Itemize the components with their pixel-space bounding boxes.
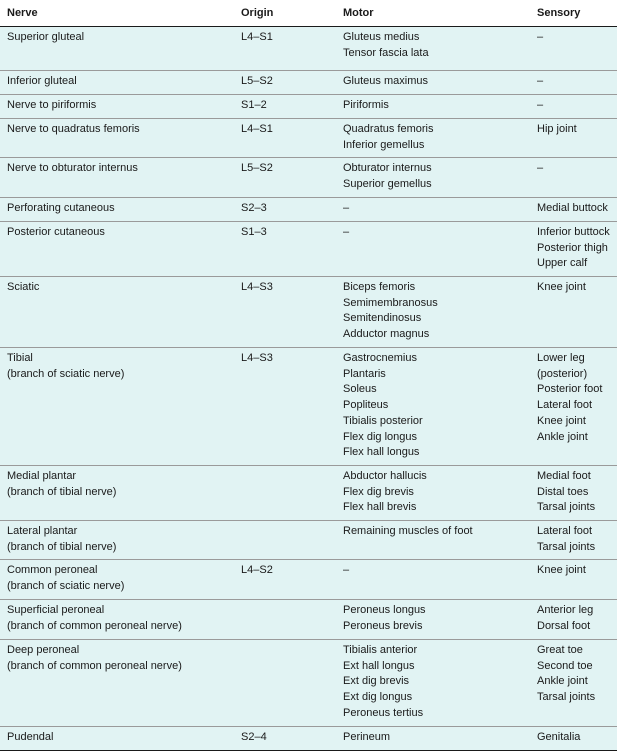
cell-motor-line: Inferior gemellus <box>343 138 425 151</box>
table-header <box>0 0 617 27</box>
cell-motor-line: Tibialis anterior <box>343 644 418 656</box>
cell-sensory-line: Second toe <box>537 659 593 672</box>
cell-sensory-line: Tarsal joints <box>537 501 596 514</box>
cell-nerve-line: Deep peroneal <box>7 644 80 656</box>
cell-motor <box>336 600 530 640</box>
cell-sensory <box>530 277 617 348</box>
cell-origin: S2–4 <box>234 727 336 751</box>
cell-motor <box>336 560 530 600</box>
cell-motor <box>336 95 530 119</box>
cell-nerve-line: Perforating cutaneous <box>7 202 115 214</box>
cell-motor <box>336 640 530 727</box>
cell-origin <box>234 521 336 560</box>
cell-motor-line: Gastrocnemius <box>343 352 417 364</box>
cell-nerve <box>0 727 234 751</box>
cell-motor-line: Flex hall brevis <box>343 501 417 514</box>
cell-motor-line: Flex dig brevis <box>343 485 414 498</box>
cell-nerve-line: Nerve to piriformis <box>7 99 97 111</box>
cell-sensory <box>530 600 617 640</box>
cell-nerve-line: Superior gluteal <box>7 31 85 43</box>
table-row <box>0 560 617 600</box>
cell-sensory-line: Great toe <box>537 644 583 656</box>
cell-motor-line: Adductor magnus <box>343 328 430 341</box>
cell-sensory-line: Lateral foot <box>537 399 593 412</box>
cell-origin <box>234 640 336 727</box>
cell-sensory-line: (posterior) <box>537 367 588 380</box>
cell-motor-line: Remaining muscles of foot <box>343 525 473 537</box>
header-nerve: Nerve <box>0 0 234 27</box>
cell-sensory <box>530 71 617 95</box>
cell-nerve-line: Nerve to quadratus femoris <box>7 123 140 135</box>
cell-nerve-line: Medial plantar <box>7 470 77 482</box>
cell-sensory-line: Upper calf <box>537 257 588 270</box>
cell-sensory-line: Inferior buttock <box>537 226 610 238</box>
cell-nerve-line: Inferior gluteal <box>7 75 77 87</box>
cell-motor <box>336 27 530 71</box>
cell-nerve <box>0 521 234 560</box>
table-row <box>0 71 617 95</box>
cell-sensory-line: Medial buttock <box>537 202 608 214</box>
cell-nerve <box>0 560 234 600</box>
cell-origin <box>234 466 336 521</box>
cell-motor-line: Flex dig longus <box>343 430 417 443</box>
cell-sensory-line: Ankle joint <box>537 675 588 688</box>
cell-sensory-line: Tarsal joints <box>537 540 596 553</box>
cell-motor-line: Superior gemellus <box>343 177 432 190</box>
cell-nerve-line: (branch of tibial nerve) <box>7 540 117 553</box>
cell-sensory-line: – <box>537 75 544 87</box>
cell-sensory-line: Posterior thigh <box>537 241 608 254</box>
cell-motor-line: Plantaris <box>343 367 386 380</box>
header-origin: Origin <box>234 0 336 27</box>
cell-motor-line: Ext hall longus <box>343 659 415 672</box>
table-row <box>0 198 617 222</box>
cell-sensory <box>530 27 617 71</box>
cell-motor-line: Ext dig brevis <box>343 675 410 688</box>
cell-sensory-line: Posterior foot <box>537 383 603 396</box>
table-row <box>0 600 617 640</box>
cell-motor-line: – <box>343 564 350 576</box>
cell-motor-line: Peroneus tertius <box>343 706 424 719</box>
cell-nerve-line: Tibial <box>7 352 33 364</box>
header-row <box>0 0 617 27</box>
table-row <box>0 727 617 751</box>
cell-motor-line: Peroneus brevis <box>343 619 423 632</box>
cell-sensory-line: – <box>537 162 544 174</box>
cell-motor-line: Tensor fascia lata <box>343 46 429 59</box>
cell-sensory-line: Knee joint <box>537 564 586 576</box>
cell-sensory-line: Knee joint <box>537 281 586 293</box>
cell-sensory <box>530 198 617 222</box>
cell-nerve <box>0 466 234 521</box>
cell-sensory <box>530 348 617 466</box>
cell-nerve-line: Sciatic <box>7 281 40 293</box>
cell-motor-line: Abductor hallucis <box>343 470 427 482</box>
cell-origin: L4–S2 <box>234 560 336 600</box>
cell-nerve <box>0 600 234 640</box>
table-row <box>0 95 617 119</box>
cell-sensory-line: Knee joint <box>537 414 586 427</box>
cell-motor-line: Ext dig longus <box>343 691 413 704</box>
cell-motor-line: Flex hall longus <box>343 446 420 459</box>
cell-sensory <box>530 640 617 727</box>
cell-motor-line: Semitendinosus <box>343 312 422 325</box>
cell-motor-line: Biceps femoris <box>343 281 416 293</box>
cell-sensory <box>530 727 617 751</box>
cell-motor-line: Semimembranosus <box>343 296 438 309</box>
cell-motor <box>336 348 530 466</box>
table-row <box>0 158 617 198</box>
cell-sensory <box>530 560 617 600</box>
table-row <box>0 277 617 348</box>
cell-motor <box>336 198 530 222</box>
table-body <box>0 27 617 751</box>
cell-motor-line: Tibialis posterior <box>343 414 423 427</box>
cell-motor-line: Popliteus <box>343 399 389 412</box>
cell-origin: L4–S3 <box>234 348 336 466</box>
cell-nerve-line: (branch of tibial nerve) <box>7 485 117 498</box>
cell-sensory-line: Hip joint <box>537 123 577 135</box>
cell-motor-line: Peroneus longus <box>343 604 426 616</box>
cell-motor-line: – <box>343 226 350 238</box>
cell-nerve <box>0 119 234 158</box>
cell-sensory-line: – <box>537 31 544 43</box>
cell-motor <box>336 277 530 348</box>
cell-motor-line: Gluteus medius <box>343 31 420 43</box>
table-row <box>0 27 617 71</box>
table-row <box>0 466 617 521</box>
cell-nerve <box>0 27 234 71</box>
cell-sensory <box>530 119 617 158</box>
cell-nerve-line: Pudendal <box>7 731 54 743</box>
cell-sensory <box>530 158 617 198</box>
cell-nerve <box>0 198 234 222</box>
table-row <box>0 521 617 560</box>
cell-sensory-line: – <box>537 99 544 111</box>
cell-nerve <box>0 348 234 466</box>
cell-nerve <box>0 222 234 277</box>
cell-sensory <box>530 466 617 521</box>
cell-nerve-line: (branch of common peroneal nerve) <box>7 659 182 672</box>
cell-nerve-line: Common peroneal <box>7 564 98 576</box>
cell-sensory-line: Lateral foot <box>537 525 593 537</box>
cell-motor <box>336 71 530 95</box>
cell-sensory-line: Ankle joint <box>537 430 588 443</box>
cell-nerve <box>0 158 234 198</box>
cell-motor <box>336 521 530 560</box>
table-row <box>0 348 617 466</box>
cell-sensory <box>530 521 617 560</box>
cell-origin: S2–3 <box>234 198 336 222</box>
cell-nerve-line: (branch of common peroneal nerve) <box>7 619 182 632</box>
cell-sensory-line: Genitalia <box>537 731 581 743</box>
cell-motor-line: Soleus <box>343 383 377 396</box>
cell-origin: L5–S2 <box>234 71 336 95</box>
cell-nerve-line: Nerve to obturator internus <box>7 162 138 174</box>
cell-motor-line: Quadratus femoris <box>343 123 434 135</box>
cell-motor-line: – <box>343 202 350 214</box>
cell-origin: S1–2 <box>234 95 336 119</box>
cell-motor-line: Piriformis <box>343 99 389 111</box>
cell-sensory <box>530 95 617 119</box>
cell-motor <box>336 222 530 277</box>
cell-nerve <box>0 71 234 95</box>
table-row <box>0 222 617 277</box>
cell-sensory-line: Lower leg <box>537 352 585 364</box>
cell-sensory-line: Tarsal joints <box>537 691 596 704</box>
cell-motor <box>336 466 530 521</box>
cell-origin: L5–S2 <box>234 158 336 198</box>
cell-motor <box>336 158 530 198</box>
cell-motor-line: Perineum <box>343 731 391 743</box>
cell-nerve-line: Lateral plantar <box>7 525 78 537</box>
header-motor: Motor <box>336 0 530 27</box>
cell-motor-line: Gluteus maximus <box>343 75 428 87</box>
cell-nerve <box>0 277 234 348</box>
header-sensory: Sensory <box>530 0 617 27</box>
table-row <box>0 640 617 727</box>
cell-motor <box>336 727 530 751</box>
cell-nerve-line: (branch of sciatic nerve) <box>7 367 125 380</box>
cell-sensory-line: Medial foot <box>537 470 591 482</box>
cell-origin: L4–S3 <box>234 277 336 348</box>
cell-nerve <box>0 95 234 119</box>
cell-origin <box>234 600 336 640</box>
cell-sensory-line: Dorsal foot <box>537 619 591 632</box>
cell-sensory-line: Anterior leg <box>537 604 594 616</box>
cell-motor-line: Obturator internus <box>343 162 432 174</box>
table-row <box>0 119 617 158</box>
cell-nerve-line: Posterior cutaneous <box>7 226 105 238</box>
cell-motor <box>336 119 530 158</box>
cell-origin: L4–S1 <box>234 119 336 158</box>
cell-nerve <box>0 640 234 727</box>
cell-sensory-line: Distal toes <box>537 485 589 498</box>
cell-nerve-line: Superficial peroneal <box>7 604 105 616</box>
cell-sensory <box>530 222 617 277</box>
cell-origin: S1–3 <box>234 222 336 277</box>
cell-origin: L4–S1 <box>234 27 336 71</box>
cell-nerve-line: (branch of sciatic nerve) <box>7 579 125 592</box>
